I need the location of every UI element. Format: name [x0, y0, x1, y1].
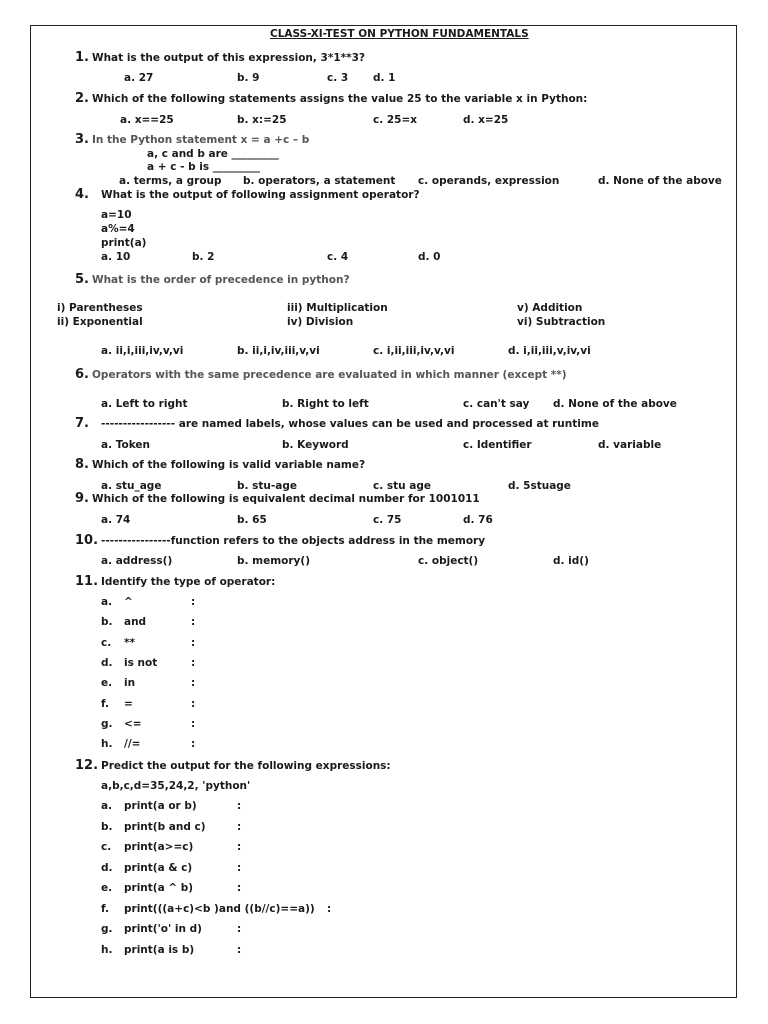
item-letter: e. [101, 882, 113, 894]
answer-colon: : [237, 800, 242, 812]
option-a: a. stu_age [101, 480, 162, 492]
operator-symbol: <= [124, 717, 142, 730]
question-text: In the Python statement x = a +c – b [92, 134, 310, 146]
option-c: c. stu age [373, 480, 431, 492]
question-number: 12. [75, 758, 99, 773]
operator-symbol: and [124, 616, 147, 629]
item-letter: g. [101, 717, 113, 730]
option-d: d. 5stuage [508, 480, 571, 492]
option-b: b. stu-age [237, 480, 297, 492]
question-number: 5. [75, 272, 89, 287]
variable-assignment: a,b,c,d=35,24,2, 'python' [101, 780, 251, 792]
answer-colon: : [191, 616, 196, 629]
expression: print(a ^ b) [124, 882, 194, 894]
question-number: 4. [75, 187, 89, 202]
item-letter: d. [101, 656, 113, 669]
option-d: d. variable [598, 439, 662, 451]
operator-symbol: is not [124, 656, 158, 669]
option-d: d. i,ii,iii,v,iv,vi [508, 345, 591, 357]
item-letter: h. [101, 738, 113, 751]
option-d: d. 0 [418, 251, 441, 263]
item-letter: g. [101, 923, 113, 935]
answer-colon: : [237, 943, 242, 956]
question-text: Which of the following is equivalent decimal number for 1001011 [92, 493, 480, 505]
question-text: Identify the type of operator: [101, 576, 276, 588]
question-line-2: a, c and b are _________ [147, 148, 279, 160]
item-letter: f. [101, 902, 109, 915]
code-line: a%=4 [101, 223, 135, 235]
answer-colon: : [237, 841, 242, 853]
question-number: 11. [75, 574, 99, 589]
precedence-item: iv) Division [287, 316, 354, 328]
question-text: Predict the output for the following expressions: [101, 760, 391, 772]
answer-colon: : [191, 656, 196, 669]
item-letter: f. [101, 697, 109, 710]
expression: print('o' in d) [124, 923, 202, 935]
answer-colon: : [237, 923, 242, 935]
option-c: c. Identifier [463, 439, 532, 451]
question-text: What is the output of this expression, 3*1**3? [92, 52, 366, 64]
operator-symbol: //= [124, 738, 141, 751]
option-a: a. ii,i,iii,iv,v,vi [101, 345, 184, 357]
option-d: d. x=25 [463, 114, 509, 126]
question-line-3: a + c - b is _________ [147, 161, 261, 173]
answer-colon: : [191, 738, 196, 751]
answer-colon: : [191, 596, 196, 608]
option-a: a. address() [101, 555, 173, 567]
item-letter: c. [101, 841, 112, 853]
option-c: c. operands, expression [418, 175, 560, 187]
question-number: 2. [75, 91, 89, 106]
expression: print(b and c) [124, 820, 206, 833]
option-a: a. 10 [101, 251, 131, 263]
answer-colon: : [191, 717, 196, 730]
question-text: Operators with the same precedence are evaluated in which manner (except **) [92, 369, 567, 381]
option-b: b. 2 [192, 251, 215, 263]
option-d: d. 1 [373, 72, 396, 84]
answer-colon: : [237, 861, 242, 874]
expression: print(((a+c)<b )and ((b//c)==a)) [124, 902, 315, 915]
item-letter: d. [101, 861, 113, 874]
answer-colon: : [191, 636, 196, 649]
item-letter: e. [101, 677, 113, 690]
item-letter: b. [101, 616, 113, 629]
answer-colon: : [327, 902, 332, 915]
question-number: 3. [75, 132, 89, 147]
option-b: b. x:=25 [237, 114, 287, 126]
option-b: b. 9 [237, 72, 260, 84]
option-b: b. Keyword [282, 439, 349, 451]
answer-colon: : [191, 697, 196, 710]
option-b: b. 65 [237, 514, 267, 526]
question-number: 9. [75, 491, 89, 506]
option-a: a. 27 [124, 72, 154, 84]
code-line: a=10 [101, 209, 132, 221]
option-b: b. memory() [237, 555, 310, 567]
operator-symbol: = [124, 697, 133, 710]
question-text: ----------------function refers to the objects address in the memory [101, 535, 486, 547]
item-letter: c. [101, 636, 112, 649]
question-text: What is the order of precedence in python? [92, 274, 350, 286]
option-c: c. i,ii,iii,iv,v,vi [373, 345, 455, 357]
precedence-item: vi) Subtraction [517, 316, 606, 328]
precedence-item: i) Parentheses [57, 302, 143, 314]
question-text: ----------------- are named labels, whose values can be used and processed at runtime [101, 418, 599, 430]
item-letter: b. [101, 820, 113, 833]
option-c: c. can't say [463, 398, 530, 410]
expression: print(a & c) [124, 861, 193, 874]
answer-colon: : [191, 677, 196, 690]
option-c: c. 4 [327, 251, 349, 263]
option-a: a. Left to right [101, 398, 188, 410]
precedence-item: v) Addition [517, 302, 583, 314]
question-number: 10. [75, 533, 99, 548]
option-a: a. x==25 [120, 114, 174, 126]
option-d: d. None of the above [553, 398, 677, 410]
answer-colon: : [237, 820, 242, 833]
option-d: d. 76 [463, 514, 493, 526]
item-letter: a. [101, 596, 113, 608]
option-b: b. Right to left [282, 398, 369, 410]
operator-symbol: in [124, 677, 136, 690]
option-a: a. Token [101, 439, 151, 451]
option-c: c. 25=x [373, 114, 418, 126]
precedence-item: ii) Exponential [57, 316, 143, 328]
option-c: c. 3 [327, 72, 349, 84]
question-number: 7. [75, 416, 89, 431]
option-c: c. object() [418, 555, 479, 567]
answer-colon: : [237, 882, 242, 894]
option-b: b. ii,i,iv,iii,v,vi [237, 345, 320, 357]
question-number: 6. [75, 367, 89, 382]
expression: print(a>=c) [124, 841, 194, 853]
expression: print(a is b) [124, 943, 195, 956]
operator-symbol: ** [124, 636, 135, 649]
document-title: CLASS-XI-TEST ON PYTHON FUNDAMENTALS [270, 28, 529, 40]
option-c: c. 75 [373, 514, 402, 526]
question-number: 8. [75, 457, 89, 472]
question-text: What is the output of following assignment operator? [101, 189, 420, 201]
item-letter: h. [101, 943, 113, 956]
option-b: b. operators, a statement [243, 175, 396, 187]
option-a: a. 74 [101, 514, 131, 526]
option-a: a. terms, a group [119, 175, 222, 187]
question-number: 1. [75, 50, 89, 65]
question-text: Which of the following statements assigns the value 25 to the variable x in Python: [92, 93, 588, 105]
option-d: d. None of the above [598, 175, 722, 187]
precedence-item: iii) Multiplication [287, 302, 388, 314]
option-d: d. id() [553, 555, 589, 567]
item-letter: a. [101, 800, 113, 812]
expression: print(a or b) [124, 800, 197, 812]
code-line: print(a) [101, 237, 147, 249]
operator-symbol: ^ [124, 596, 133, 608]
question-text: Which of the following is valid variable name? [92, 459, 366, 471]
